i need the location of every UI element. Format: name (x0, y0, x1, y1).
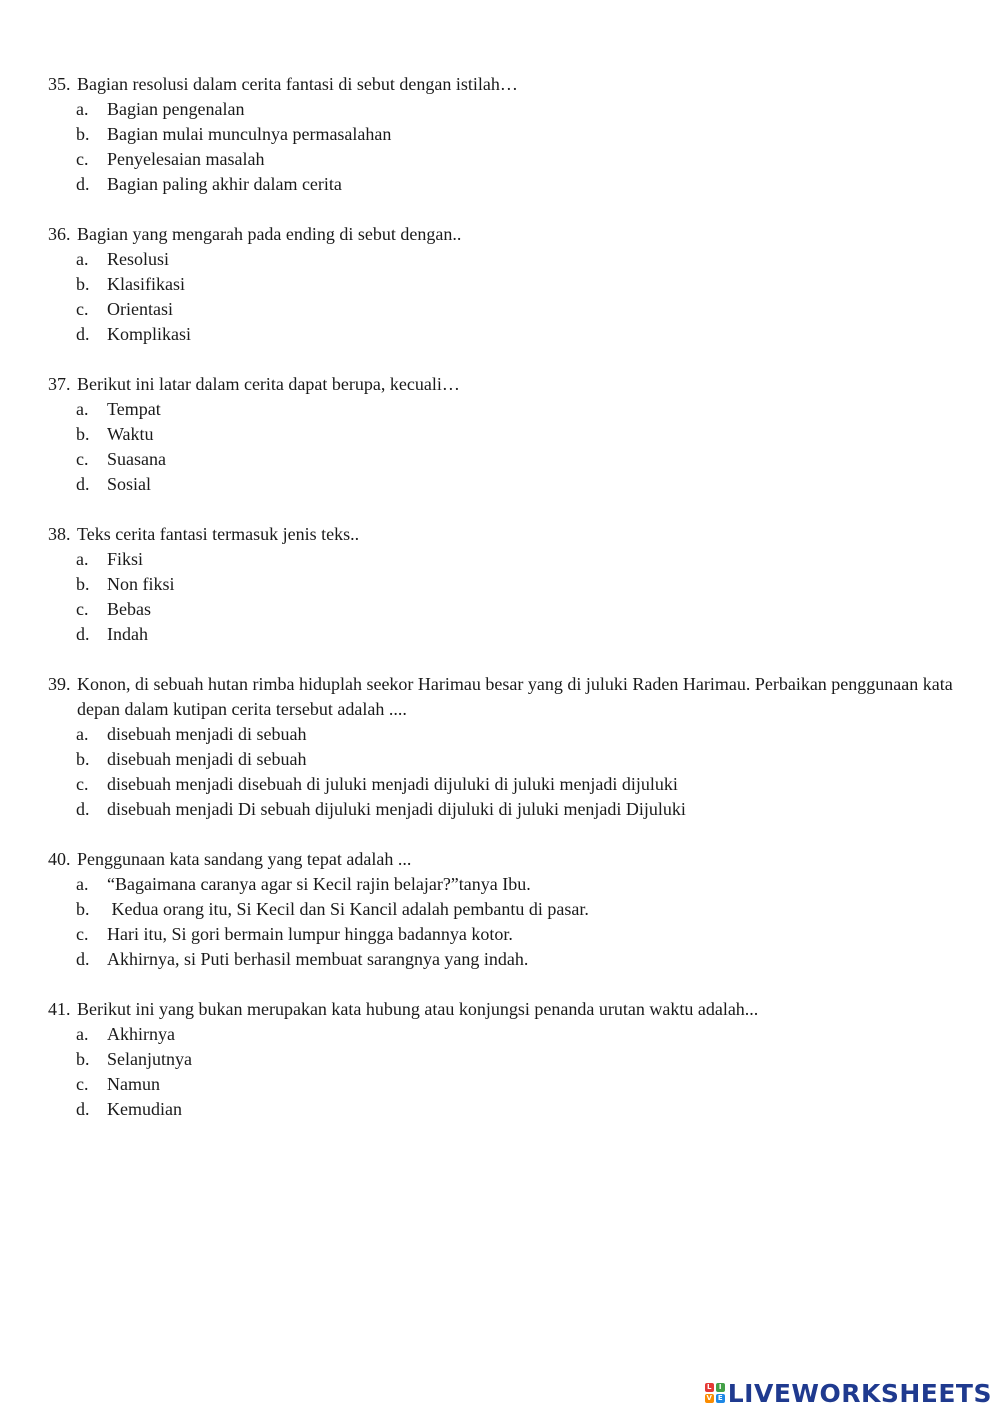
option-text: Klasifikasi (107, 274, 185, 294)
option-text: Bagian pengenalan (107, 99, 245, 119)
answer-option-a[interactable] (48, 247, 948, 272)
logo-letter: V (706, 1394, 712, 1402)
question-37 (48, 372, 948, 497)
option-text: Kemudian (107, 1099, 182, 1119)
answer-option-a[interactable] (48, 97, 948, 122)
answer-option-a[interactable] (48, 547, 948, 572)
option-letter: b. (76, 574, 90, 594)
option-letter: d. (76, 174, 90, 194)
answer-option-a[interactable] (48, 722, 948, 747)
option-text: disebuah menjadi di sebuah (107, 749, 307, 769)
option-letter: d. (76, 799, 90, 819)
option-text: Kedua orang itu, Si Kecil dan Si Kancil adalah pembantu di pasar. (107, 899, 589, 919)
logo-letter: L (705, 1383, 714, 1392)
answer-option-b[interactable] (48, 747, 948, 772)
answer-option-c[interactable] (48, 297, 948, 322)
option-letter: a. (76, 99, 89, 119)
option-text: disebuah menjadi di sebuah (107, 724, 307, 744)
option-letter: b. (76, 899, 90, 919)
question-38 (48, 522, 948, 647)
option-letter: d. (76, 624, 90, 644)
logo-letter: E (716, 1394, 725, 1403)
option-text: Namun (107, 1074, 160, 1094)
option-letter: b. (76, 749, 90, 769)
option-text: Orientasi (107, 299, 173, 319)
answer-option-c[interactable] (48, 447, 948, 472)
option-text: disebuah menjadi disebuah di juluki menjadi dijuluki di juluki menjadi dijuluki (107, 774, 678, 794)
question-text: Bagian yang mengarah pada ending di sebut dengan.. (77, 224, 462, 244)
question-number: 35. (48, 74, 71, 94)
answer-option-d[interactable] (48, 622, 948, 647)
option-text: Fiksi (107, 549, 144, 569)
option-letter: a. (76, 249, 89, 269)
question-text: Berikut ini yang bukan merupakan kata hubung atau konjungsi penanda urutan waktu adalah... (77, 999, 759, 1019)
question-number: 40. (48, 849, 71, 869)
answer-option-b[interactable] (48, 572, 948, 597)
answer-option-b[interactable] (48, 422, 948, 447)
option-letter: c. (76, 599, 89, 619)
answer-option-a[interactable] (48, 397, 948, 422)
option-letter: c. (76, 449, 89, 469)
option-letter: c. (76, 774, 89, 794)
option-text: Indah (107, 624, 148, 644)
option-letter: b. (76, 1049, 90, 1069)
question-text: Penggunaan kata sandang yang tepat adalah ... (77, 849, 412, 869)
answer-option-d[interactable] (48, 797, 948, 822)
option-letter: c. (76, 924, 89, 944)
answer-option-b[interactable] (48, 122, 948, 147)
question-41 (48, 997, 948, 1122)
question-text: Bagian resolusi dalam cerita fantasi di sebut dengan istilah… (77, 74, 518, 94)
answer-option-c[interactable] (48, 1072, 948, 1097)
answer-option-d[interactable] (48, 947, 948, 972)
option-letter: c. (76, 1074, 89, 1094)
answer-option-d[interactable] (48, 472, 948, 497)
answer-option-c[interactable] (48, 922, 948, 947)
option-text: Bebas (107, 599, 151, 619)
option-text: Penyelesaian masalah (107, 149, 265, 169)
option-text: Non fiksi (107, 574, 175, 594)
liveworksheets-logo-icon (705, 1383, 725, 1403)
question-number: 41. (48, 999, 71, 1019)
option-text: Selanjutnya (107, 1049, 192, 1069)
option-text: Komplikasi (107, 324, 191, 344)
option-text: Akhirnya, si Puti berhasil membuat sarangnya yang indah. (107, 949, 529, 969)
option-text: “Bagaimana caranya agar si Kecil rajin belajar?”tanya Ibu. (107, 874, 531, 894)
question-text: Teks cerita fantasi termasuk jenis teks.. (77, 524, 360, 544)
question-number: 38. (48, 524, 71, 544)
option-text: disebuah menjadi Di sebuah dijuluki menjadi dijuluki di juluki menjadi Dijuluki (107, 799, 686, 819)
answer-option-a[interactable] (48, 1022, 948, 1047)
option-letter: a. (76, 399, 89, 419)
question-number: 36. (48, 224, 71, 244)
question-36 (48, 222, 948, 347)
question-text: Berikut ini latar dalam cerita dapat berupa, kecuali… (77, 374, 460, 394)
answer-option-a[interactable] (48, 872, 948, 897)
option-text: Hari itu, Si gori bermain lumpur hingga badannya kotor. (107, 924, 513, 944)
question-39 (48, 672, 953, 822)
option-text: Waktu (107, 424, 154, 444)
option-letter: b. (76, 124, 90, 144)
liveworksheets-logo[interactable] (705, 1378, 992, 1408)
option-letter: d. (76, 949, 90, 969)
option-text: Resolusi (107, 249, 170, 269)
option-letter: a. (76, 549, 89, 569)
question-text: Konon, di sebuah hutan rimba hiduplah seekor Harimau besar yang di juluki Raden Harimau. Perbaikan penggunaan kata depan dalam kutipan cerita tersebut adalah .... (77, 674, 953, 719)
answer-option-c[interactable] (48, 597, 948, 622)
option-text: Akhirnya (107, 1024, 175, 1044)
option-letter: a. (76, 724, 89, 744)
option-letter: a. (76, 874, 89, 894)
answer-option-c[interactable] (48, 147, 948, 172)
option-text: Sosial (107, 474, 152, 494)
option-letter: d. (76, 324, 90, 344)
option-letter: c. (76, 149, 89, 169)
option-letter: a. (76, 1024, 89, 1044)
option-text: Tempat (107, 399, 161, 419)
question-number: 39. (48, 674, 71, 694)
answer-option-b[interactable] (48, 897, 948, 922)
option-text: Suasana (107, 449, 166, 469)
answer-option-d[interactable] (48, 322, 948, 347)
option-letter: b. (76, 424, 90, 444)
logo-text: LIVEWORKSHEETS (727, 1378, 992, 1408)
option-letter: b. (76, 274, 90, 294)
option-text: Bagian mulai munculnya permasalahan (107, 124, 392, 144)
option-letter: d. (76, 474, 90, 494)
option-letter: d. (76, 1099, 90, 1119)
question-40 (48, 847, 948, 972)
option-text: Bagian paling akhir dalam cerita (107, 174, 342, 194)
answer-option-c[interactable] (48, 772, 948, 797)
logo-letter: I (716, 1383, 725, 1392)
option-letter: c. (76, 299, 89, 319)
answer-option-b[interactable] (48, 272, 948, 297)
question-number: 37. (48, 374, 71, 394)
answer-option-d[interactable] (48, 172, 948, 197)
answer-option-b[interactable] (48, 1047, 948, 1072)
answer-option-d[interactable] (48, 1097, 948, 1122)
question-35 (48, 72, 948, 197)
